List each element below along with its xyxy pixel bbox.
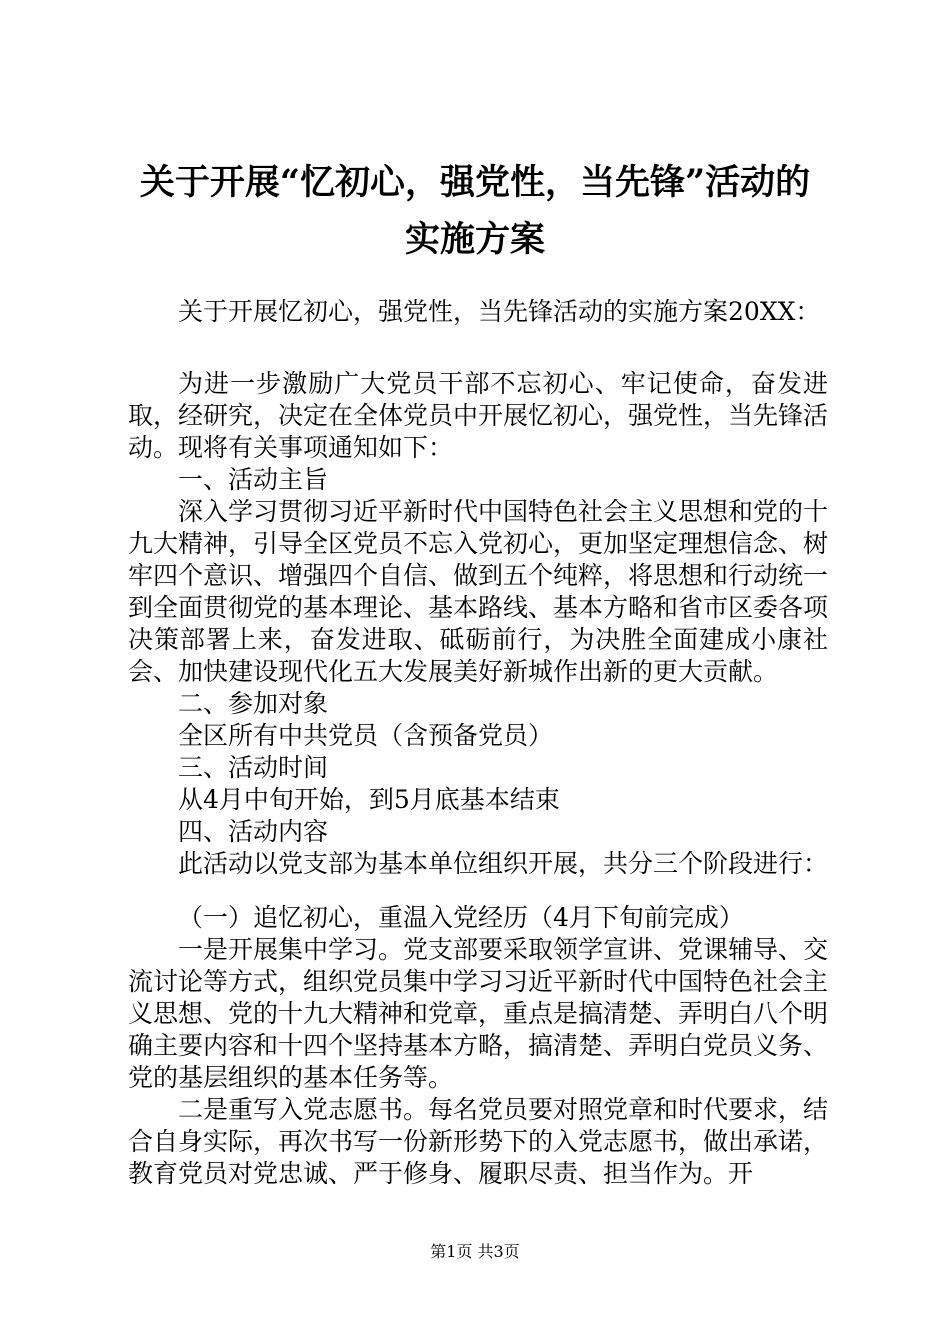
section-2-heading: 二、参加对象 [178, 689, 329, 718]
phase-1-paragraph-2: 二是重写入党志愿书。每名党员要对照党章和时代要求，结合自身实际，再次书写一份新形势下的入党志愿书，做出承诺，教育党员对党忠诚、严于修身、履职尽责、担当作为。开 [128, 1095, 829, 1188]
phase-1-heading: （一）追忆初心，重温入党经历（4月下旬前完成） [178, 903, 744, 932]
document-title-line-2: 实施方案 [404, 219, 545, 260]
section-2-paragraph: 全区所有中共党员（含预备党员） [178, 721, 554, 750]
document-body [128, 296, 828, 1190]
section-1-paragraph: 深入学习贯彻习近平新时代中国特色社会主义思想和党的十九大精神，引导全区党员不忘入党初心，更加坚定理想信念、树牢四个意识、增强四个自信、做到五个纯粹，将思想和行动统一到全面贯彻党的基本理论、基本路线、基本方略和省市区委各项决策部署上来，奋发进取、砥砺前行，为决胜全面建成小康社会、加快建设现代化五大发展美好新城作出新的更大贡献。 [128, 497, 829, 686]
section-4-heading: 四、活动内容 [178, 817, 329, 846]
document-title-line-1: 关于开展“忆初心，强党性，当先锋”活动的 [139, 162, 811, 203]
section-1-heading: 一、活动主旨 [178, 465, 329, 494]
phase-1-paragraph-1: 一是开展集中学习。党支部要采取领学宣讲、党课辅导、交流讨论等方式，组织党员集中学习习近平新时代中国特色社会主义思想、党的十九大精神和党章，重点是搞清楚、弄明白八个明确主要内容和十四个坚持基本方略，搞清楚、弄明白党员义务、党的基层组织的基本任务等。 [128, 935, 829, 1092]
spacer [128, 880, 828, 902]
spacer [128, 328, 828, 368]
intro-paragraph: 为进一步激励广大党员干部不忘初心、牢记使命，奋发进取，经研究，决定在全体党员中开展忆初心，强党性，当先锋活动。现将有关事项通知如下： [128, 369, 829, 462]
page-number-footer: 第1页 共3页 [430, 1242, 520, 1261]
section-3-heading: 三、活动时间 [178, 753, 329, 782]
subtitle-line: 关于开展忆初心，强党性，当先锋活动的实施方案20XX： [178, 297, 821, 326]
section-3-paragraph: 从4月中旬开始，到5月底基本结束 [178, 785, 560, 814]
section-4-paragraph: 此活动以党支部为基本单位组织开展，共分三个阶段进行： [178, 849, 829, 878]
